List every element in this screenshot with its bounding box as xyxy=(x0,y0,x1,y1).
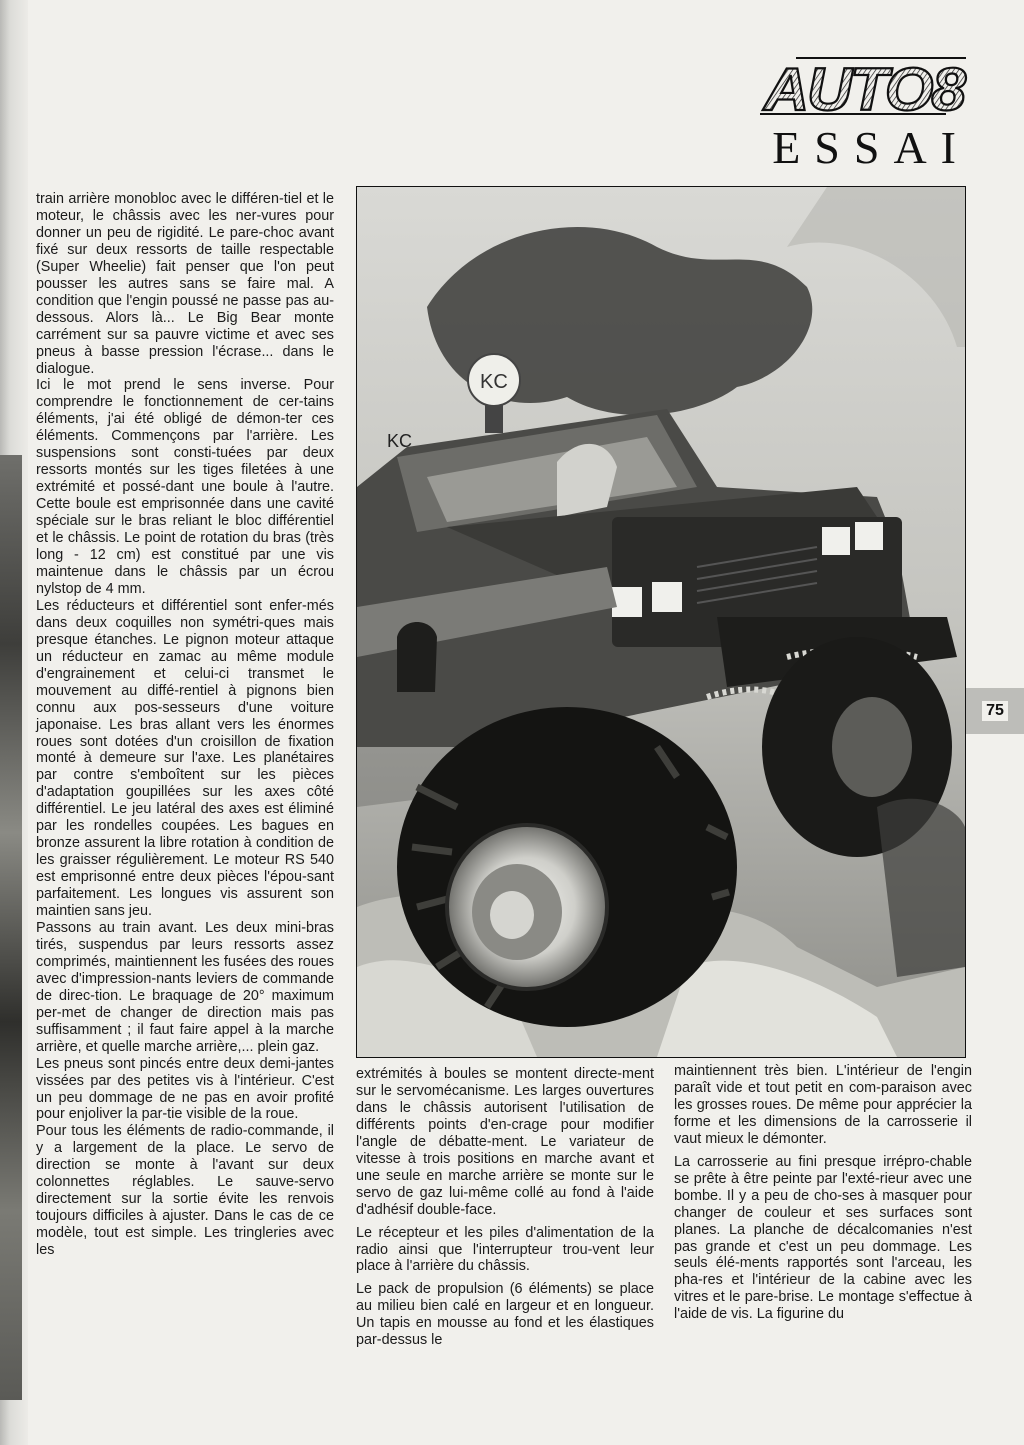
page-number: 75 xyxy=(982,701,1008,721)
paragraph: Les réducteurs et différentiel sont enfer-més dans deux coquilles non symétri-ques mais presque étanches. Le pignon moteur attaque un réducteur en zamac au même module d'engrainement et celui-ci transmet le mouvement au diffé-rentiel à pignons bien connu aux pos-sesseurs d'une voiture japonaise. Les bras allant vers les énormes roues sont dotées d'un croisillon de fixation monté à demeure sur l'axe. Les planétaires par contre s'emboîtent sur les pièces d'adaptation goupillées sur les axes côté différentiel. Le jeu latéral des axes est éliminé par les rondelles coupées. Les bagues en bronze assurent la libre rotation à condition de les graisser régulièrement. Le moteur RS 540 est emprisonné entre deux pièces l'épou-sant parfaitement. Les longues vis assurent son maintien sans jeu. xyxy=(36,597,334,920)
paragraph: extrémités à boules se montent directe-ment sur le servomécanisme. Les larges ouvertures dans le châssis autorisent l'utilisation de différents points d'en-crage pour modifier l'angle de débatte-ment. Le variateur de vitesse à trois positions en marche avant et une seule en marche arrière se monte sur le servo de gaz lui-même collé au fond à l'aide d'adhésif double-face. xyxy=(356,1066,654,1218)
section-title: ESSAI xyxy=(772,122,970,173)
text-column-middle xyxy=(356,1066,654,1349)
paragraph: Le pack de propulsion (6 éléments) se place au milieu bien calé en largeur et en longueur. Un tapis en mousse au fond et les élastiques par-dessus le xyxy=(356,1281,654,1349)
light-sticker-text: KC xyxy=(480,371,508,393)
paragraph: Ici le mot prend le sens inverse. Pour comprendre le fonctionnement de cer-tains éléments, j'ai été obligé de démon-ter ces éléments. Commençons par l'arrière. Les suspensions sont consti-tuées par deux ressorts montés sur les tiges filetées à une extrémité et possé-dant une boule à l'autre. Cette boule est emprisonnée dans une cavité spéciale sur le bras reliant le bloc différentiel et le châssis. Le point de rotation du bras (très long - 12 cm) est constitué par une vis maintenue dans le châssis par un écrou nylstop de 4 mm. xyxy=(36,377,334,597)
text-column-right xyxy=(674,1063,972,1323)
svg-text:AUTO8: AUTO8 xyxy=(761,56,967,122)
page-number-tab xyxy=(966,688,1024,734)
paragraph: Pour tous les éléments de radio-commande, il y a largement de la place. Le servo de direction se monte à l'avant sur deux colonnettes réglables. Le sauve-servo directement sur la sortie évite les renvois toujours difficiles à ajuster. Dans le cas de ce modèle, tout est simple. Les tringleries avec les xyxy=(36,1123,334,1259)
monster-truck-photo xyxy=(356,186,966,1058)
paragraph: La carrosserie au fini presque irrépro-chable se prête à être peinte par l'exté-rieur avec une bombe. Il y a peu de cho-ses à masquer pour changer de couleur et ses surfaces sont planes. La planche de décalcomanies n'est pas grande et c'est un peu dommage. Les seuls élé-ments rapportés sont l'arceau, les pha-res et l'intérieur de la cabine avec les vitres et le pare-brise. Le montage s'effectue à l'aide de vis. La figurine du xyxy=(674,1153,972,1323)
magazine-logo xyxy=(756,52,968,122)
paragraph: train arrière monobloc avec le différen-tiel et le moteur, le châssis avec les ner-vures pour donner un peu de rigidité. Le pare-choc avant fixé sur deux ressorts de taille respectable (Super Wheelie) fait penser que l'on peut pousser les autres sans se faire mal. A condition que l'engin poussé ne passe pas au-dessous. Alors là... Le Big Bear monte carrément sur sa pauvre victime et avec ses pneus à basse pression l'écrase... dans le dialogue. xyxy=(36,191,334,377)
text-column-left xyxy=(36,191,334,1259)
paragraph: Passons au train avant. Les deux mini-bras tirés, suspendus par leurs ressorts assez comprimés, maintiennent les fusées des roues avec d'impression-nants leviers de commande de direc-tion. Le braquage de 20° maximum per-met de changer de direction mais pas suffisamment ; il faut faire appel à la marche arrière, et quelle marche arrière,... plein gaz. xyxy=(36,919,334,1055)
paragraph: maintiennent très bien. L'intérieur de l'engin paraît vide et tout petit en com-paraison avec les grosses roues. De même pour apprécier la forme et les dimensions de la carrosserie il vaut mieux le démonter. xyxy=(674,1063,972,1147)
paragraph: Les pneus sont pincés entre deux demi-jantes vissées par des petites vis à l'intérieur. C'est un peu dommage de ne pas en avoir profité pour enjoliver la par-tie visible de la roue. xyxy=(36,1055,334,1123)
adjacent-page-photo-strip xyxy=(0,455,22,1400)
paragraph: Le récepteur et les piles d'alimentation de la radio ainsi que l'interrupteur trou-vent leur place à l'arrière du châssis. xyxy=(356,1224,654,1275)
body-sticker-text: KC xyxy=(387,431,413,451)
